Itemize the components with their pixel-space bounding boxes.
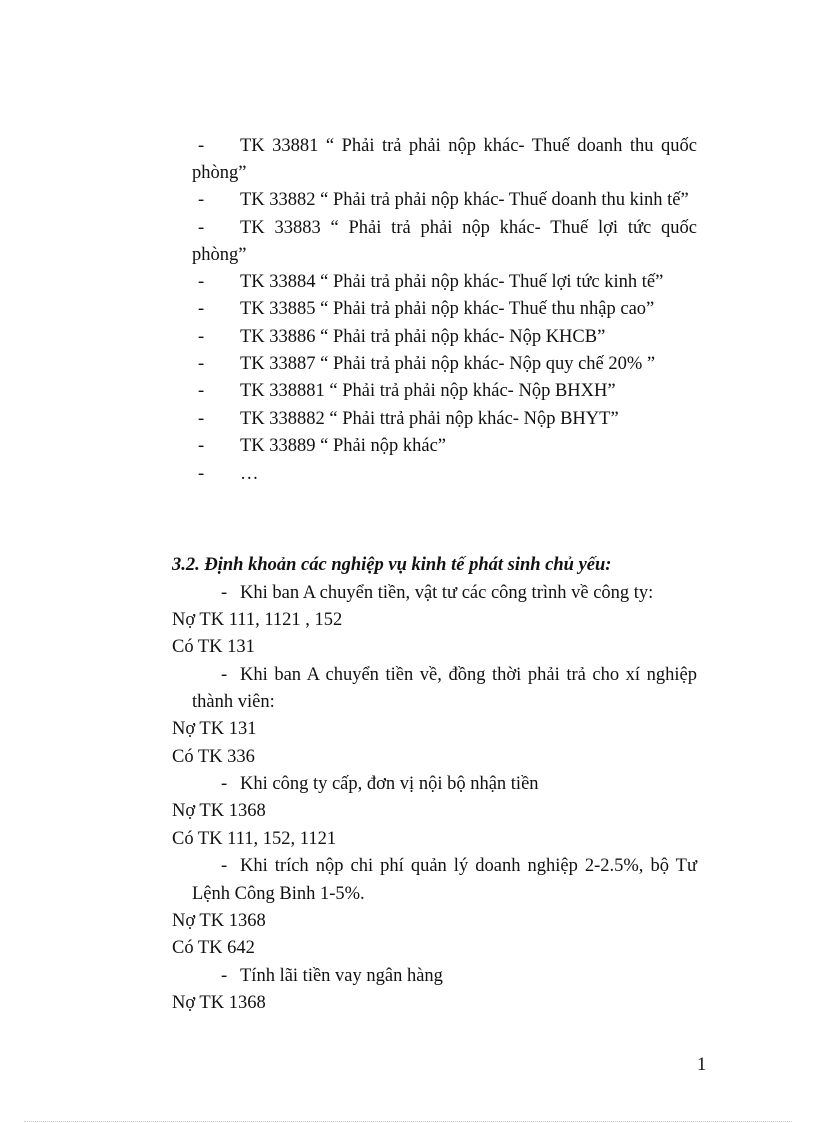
case-description: Tính lãi tiền vay ngân hàng bbox=[240, 966, 443, 986]
list-bullet: - bbox=[198, 218, 205, 238]
account-item-ellipsis: … bbox=[240, 464, 259, 484]
case-description: Khi ban A chuyển tiền, vật tư các công trình về công ty: bbox=[240, 583, 654, 603]
account-item: TK 338881 “ Phải trả phải nộp khác- Nộp BHXH” bbox=[240, 381, 616, 401]
case-description: Khi trích nộp chi phí quản lý doanh nghiệp 2-2.5%, bộ Tư bbox=[240, 856, 697, 876]
list-bullet: - bbox=[198, 409, 205, 429]
list-bullet: - bbox=[221, 774, 228, 794]
list-bullet: - bbox=[221, 856, 228, 876]
page-bottom-divider bbox=[24, 1121, 792, 1122]
account-item: TK 33881 “ Phải trả phải nộp khác- Thuế doanh thu quốc bbox=[240, 136, 697, 156]
case-description-continuation: Lệnh Công Binh 1-5%. bbox=[192, 884, 365, 904]
list-bullet: - bbox=[198, 327, 205, 347]
account-item: TK 33886 “ Phải trả phải nộp khác- Nộp KHCB” bbox=[240, 327, 606, 347]
journal-entry: Nợ TK 111, 1121 , 152 bbox=[172, 610, 343, 630]
account-item: TK 33887 “ Phải trả phải nộp khác- Nộp quy chế 20% ” bbox=[240, 354, 656, 374]
journal-entry: Nợ TK 1368 bbox=[172, 801, 266, 821]
case-description: Khi công ty cấp, đơn vị nội bộ nhận tiền bbox=[240, 774, 539, 794]
list-bullet: - bbox=[221, 966, 228, 986]
list-bullet: - bbox=[198, 381, 205, 401]
account-item: TK 33882 “ Phải trả phải nộp khác- Thuế doanh thu kinh tế” bbox=[240, 190, 689, 210]
account-item-continuation: phòng” bbox=[192, 163, 247, 183]
account-item: TK 33889 “ Phải nộp khác” bbox=[240, 436, 447, 456]
case-description: Khi ban A chuyển tiền về, đồng thời phải trả cho xí nghiệp bbox=[240, 665, 697, 685]
page-number: 1 bbox=[697, 1055, 707, 1075]
account-item-continuation: phòng” bbox=[192, 245, 247, 265]
journal-entry: Có TK 642 bbox=[172, 938, 255, 958]
journal-entry: Nợ TK 1368 bbox=[172, 993, 266, 1013]
account-item: TK 33885 “ Phải trả phải nộp khác- Thuế thu nhập cao” bbox=[240, 299, 655, 319]
journal-entry: Nợ TK 131 bbox=[172, 719, 257, 739]
list-bullet: - bbox=[198, 136, 205, 156]
section-heading: 3.2. Định khoản các nghiệp vụ kinh tế phát sinh chủ yếu: bbox=[172, 555, 612, 575]
list-bullet: - bbox=[221, 583, 228, 603]
journal-entry: Có TK 336 bbox=[172, 747, 255, 767]
list-bullet: - bbox=[198, 354, 205, 374]
journal-entry: Có TK 131 bbox=[172, 637, 255, 657]
list-bullet: - bbox=[198, 272, 205, 292]
list-bullet: - bbox=[221, 665, 228, 685]
list-bullet: - bbox=[198, 436, 205, 456]
account-item: TK 338882 “ Phải ttrả phải nộp khác- Nộp BHYT” bbox=[240, 409, 619, 429]
journal-entry: Nợ TK 1368 bbox=[172, 911, 266, 931]
account-item: TK 33884 “ Phải trả phải nộp khác- Thuế lợi tức kinh tế” bbox=[240, 272, 664, 292]
list-bullet: - bbox=[198, 190, 205, 210]
list-bullet: - bbox=[198, 464, 205, 484]
case-description-continuation: thành viên: bbox=[192, 692, 275, 712]
account-item: TK 33883 “ Phải trả phải nộp khác- Thuế lợi tức quốc bbox=[240, 218, 697, 238]
journal-entry: Có TK 111, 152, 1121 bbox=[172, 829, 337, 849]
list-bullet: - bbox=[198, 299, 205, 319]
